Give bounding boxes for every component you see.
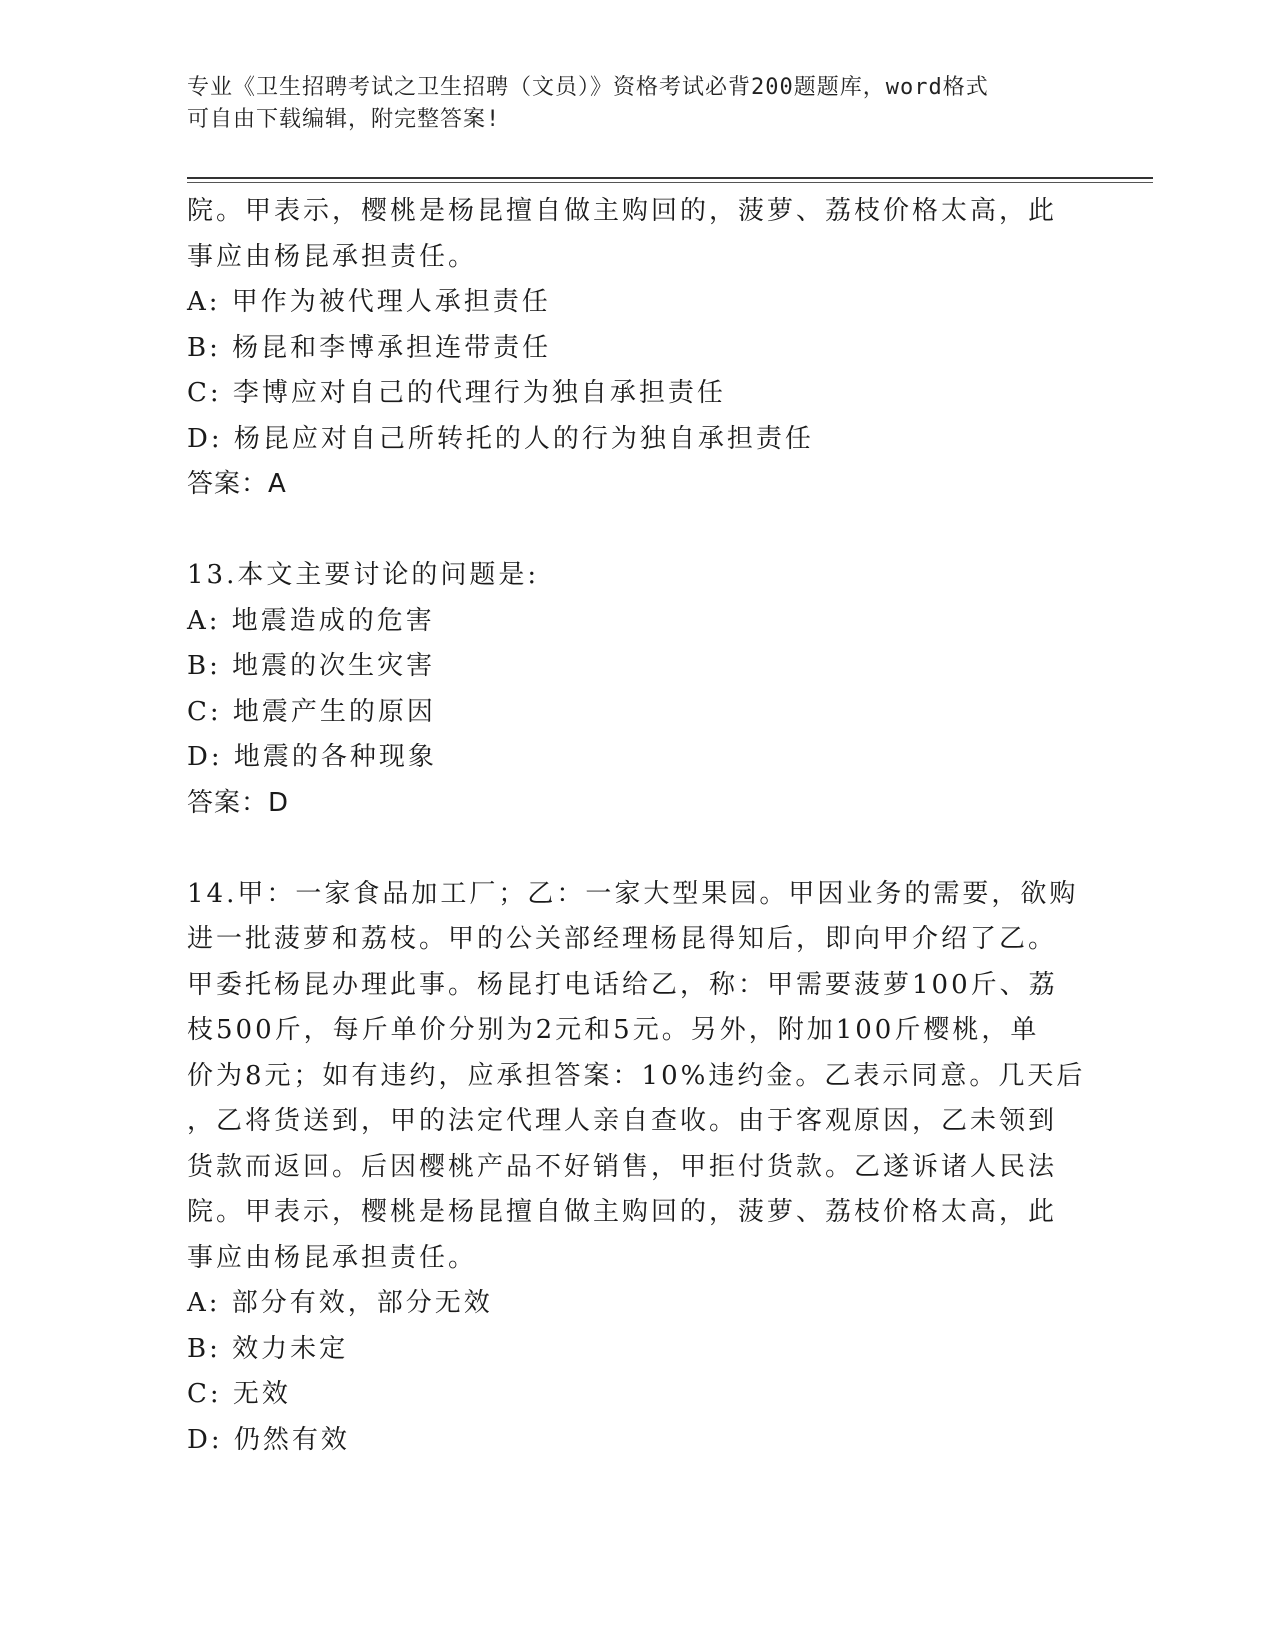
header-line-1: 专业《卫生招聘考试之卫生招聘（文员）》资格考试必背200题题库，word格式 <box>187 75 989 100</box>
option-a: A: 部分有效，部分无效 <box>187 1288 493 1318</box>
question-13 <box>187 553 1087 826</box>
header-line-2: 可自由下载编辑，附完整答案! <box>187 107 501 132</box>
header-divider-thin <box>187 182 1153 183</box>
question-text-line: ，乙将货送到，甲的法定代理人亲自查收。由于客观原因，乙未领到 <box>187 1106 1058 1136</box>
document-body <box>187 189 1087 1463</box>
document-header <box>187 72 1087 136</box>
question-text-line: 院。甲表示，樱桃是杨昆擅自做主购回的，菠萝、荔枝价格太高，此 <box>187 1197 1058 1227</box>
option-b: B: 杨昆和李博承担连带责任 <box>187 332 552 363</box>
option-d: D: 地震的各种现象 <box>187 742 437 772</box>
answer-line: 答案：A <box>187 469 287 499</box>
question-text-line: 进一批菠萝和荔枝。甲的公关部经理杨昆得知后，即向甲介绍了乙。 <box>187 924 1058 954</box>
option-a: A: 地震造成的危害 <box>187 605 435 636</box>
answer-line: 答案：D <box>187 787 290 818</box>
option-c: C: 地震产生的原因 <box>187 696 436 727</box>
question-text-line: 货款而返回。后因樱桃产品不好销售，甲拒付货款。乙遂诉诸人民法 <box>187 1151 1058 1182</box>
question-12-continuation <box>187 189 1087 508</box>
question-14 <box>187 872 1087 1464</box>
header-divider-thick <box>187 177 1153 179</box>
option-a: A: 甲作为被代理人承担责任 <box>187 287 551 317</box>
question-text-line: 事应由杨昆承担责任。 <box>187 241 478 272</box>
option-d: D: 杨昆应对自己所转托的人的行为独自承担责任 <box>187 423 814 454</box>
question-text-line: 14.甲：一家食品加工厂；乙：一家大型果园。甲因业务的需要，欲购 <box>187 878 1079 909</box>
question-text-line: 事应由杨昆承担责任。 <box>187 1242 478 1273</box>
question-text-line: 13.本文主要讨论的问题是: <box>187 560 540 590</box>
question-text-line: 枝500斤，每斤单价分别为2元和5元。另外，附加100斤樱桃，单 <box>187 1015 1040 1045</box>
option-b: B: 地震的次生灾害 <box>187 651 436 681</box>
spacer <box>187 508 1087 554</box>
option-c: C: 李博应对自己的代理行为独自承担责任 <box>187 378 726 408</box>
option-c: C: 无效 <box>187 1379 291 1409</box>
question-text-line: 院。甲表示，樱桃是杨昆擅自做主购回的，菠萝、荔枝价格太高，此 <box>187 196 1058 226</box>
question-text-line: 甲委托杨昆办理此事。杨昆打电话给乙，称：甲需要菠萝100斤、荔 <box>187 969 1058 1000</box>
question-text-line: 价为8元；如有违约，应承担答案：10%违约金。乙表示同意。几天后 <box>187 1060 1086 1091</box>
spacer <box>187 826 1087 872</box>
option-b: B: 效力未定 <box>187 1333 349 1364</box>
option-d: D: 仍然有效 <box>187 1424 350 1455</box>
